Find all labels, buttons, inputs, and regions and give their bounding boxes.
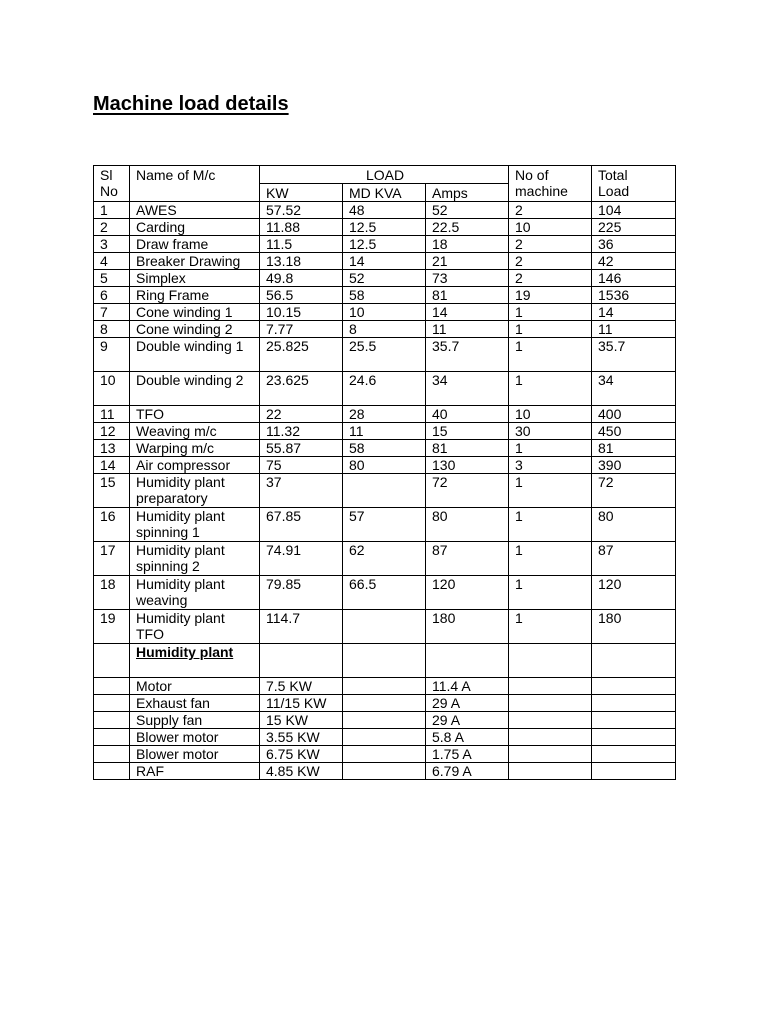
cell-mdkva: 24.6	[343, 372, 426, 406]
cell-sl: 14	[94, 457, 130, 474]
header-machine-name-text: Name of M/c	[136, 167, 216, 183]
cell-count: 30	[509, 423, 592, 440]
cell-count: 2	[509, 236, 592, 253]
cell-name: TFO	[130, 406, 260, 423]
table-row	[94, 236, 676, 253]
table-cell	[343, 644, 426, 678]
table-cell	[94, 695, 130, 712]
humidity-cell-kw: 3.55 KW	[260, 729, 343, 746]
table-row	[94, 270, 676, 287]
table-row	[94, 406, 676, 423]
machine-load-table	[93, 165, 676, 780]
cell-kw: 37	[260, 474, 343, 508]
header-machine-name	[130, 166, 260, 202]
table-cell	[592, 644, 676, 678]
cell-sl: 13	[94, 440, 130, 457]
header-load-group	[260, 166, 509, 184]
humidity-row	[94, 746, 676, 763]
table-cell	[592, 712, 676, 729]
humidity-cell-kw: 15 KW	[260, 712, 343, 729]
cell-name: Carding	[130, 219, 260, 236]
cell-amps: 15	[426, 423, 509, 440]
cell-amps: 130	[426, 457, 509, 474]
humidity-cell-name: Exhaust fan	[130, 695, 260, 712]
cell-name: Warping m/c	[130, 440, 260, 457]
humidity-row	[94, 729, 676, 746]
humidity-cell-name: RAF	[130, 763, 260, 780]
table-row	[94, 304, 676, 321]
cell-kw: 79.85	[260, 576, 343, 610]
cell-amps: 18	[426, 236, 509, 253]
cell-mdkva: 80	[343, 457, 426, 474]
cell-mdkva: 10	[343, 304, 426, 321]
table-row	[94, 440, 676, 457]
table-cell	[509, 644, 592, 678]
page-title: Machine load details	[93, 93, 289, 115]
cell-count: 2	[509, 270, 592, 287]
cell-name: Draw frame	[130, 236, 260, 253]
header-kw	[260, 184, 343, 202]
cell-amps: 35.7	[426, 338, 509, 372]
cell-sl: 4	[94, 253, 130, 270]
humidity-row	[94, 763, 676, 780]
cell-mdkva: 52	[343, 270, 426, 287]
cell-total: 34	[592, 372, 676, 406]
humidity-cell-name: Motor	[130, 678, 260, 695]
table-row	[94, 576, 676, 610]
cell-total: 120	[592, 576, 676, 610]
cell-total: 36	[592, 236, 676, 253]
cell-sl: 11	[94, 406, 130, 423]
table-cell	[509, 746, 592, 763]
cell-amps: 40	[426, 406, 509, 423]
cell-kw: 23.625	[260, 372, 343, 406]
cell-count: 1	[509, 338, 592, 372]
cell-total: 180	[592, 610, 676, 644]
cell-sl: 2	[94, 219, 130, 236]
cell-kw: 56.5	[260, 287, 343, 304]
table-cell	[343, 678, 426, 695]
cell-count: 1	[509, 440, 592, 457]
cell-kw: 49.8	[260, 270, 343, 287]
humidity-cell-amps: 29 A	[426, 712, 509, 729]
cell-total: 81	[592, 440, 676, 457]
cell-mdkva: 14	[343, 253, 426, 270]
cell-mdkva: 25.5	[343, 338, 426, 372]
header-no-of-machine-text: No of machine	[515, 167, 568, 199]
humidity-cell-name: Blower motor	[130, 746, 260, 763]
table-row	[94, 542, 676, 576]
cell-name: Ring Frame	[130, 287, 260, 304]
cell-count: 1	[509, 576, 592, 610]
header-amps	[426, 184, 509, 202]
header-total-load	[592, 166, 676, 202]
cell-amps: 11	[426, 321, 509, 338]
table-cell	[343, 729, 426, 746]
cell-name: Cone winding 1	[130, 304, 260, 321]
cell-count: 3	[509, 457, 592, 474]
humidity-row	[94, 678, 676, 695]
cell-sl: 8	[94, 321, 130, 338]
cell-count: 10	[509, 406, 592, 423]
table-cell	[509, 729, 592, 746]
cell-name: Humidity plant spinning 1	[130, 508, 260, 542]
table-row	[94, 321, 676, 338]
table-row	[94, 253, 676, 270]
table-row	[94, 508, 676, 542]
cell-sl: 17	[94, 542, 130, 576]
cell-count: 1	[509, 474, 592, 508]
humidity-cell-kw: 7.5 KW	[260, 678, 343, 695]
cell-amps: 34	[426, 372, 509, 406]
cell-amps: 87	[426, 542, 509, 576]
cell-amps: 73	[426, 270, 509, 287]
header-row-top	[94, 166, 676, 184]
cell-sl: 9	[94, 338, 130, 372]
header-sl-no-text: Sl No	[100, 167, 118, 199]
cell-total: 87	[592, 542, 676, 576]
cell-count: 1	[509, 508, 592, 542]
cell-sl: 1	[94, 202, 130, 219]
cell-total: 400	[592, 406, 676, 423]
cell-name: Weaving m/c	[130, 423, 260, 440]
cell-kw: 114.7	[260, 610, 343, 644]
header-load-text: LOAD	[365, 167, 405, 183]
cell-mdkva: 58	[343, 440, 426, 457]
table-row	[94, 287, 676, 304]
cell-total: 80	[592, 508, 676, 542]
cell-kw: 11.88	[260, 219, 343, 236]
cell-amps: 52	[426, 202, 509, 219]
table-cell	[94, 678, 130, 695]
cell-name: Humidity plant spinning 2	[130, 542, 260, 576]
cell-count: 1	[509, 304, 592, 321]
cell-mdkva: 28	[343, 406, 426, 423]
humidity-cell-name: Supply fan	[130, 712, 260, 729]
table-row	[94, 219, 676, 236]
table-cell	[592, 729, 676, 746]
humidity-cell-amps: 5.8 A	[426, 729, 509, 746]
cell-total: 14	[592, 304, 676, 321]
cell-count: 19	[509, 287, 592, 304]
cell-sl: 5	[94, 270, 130, 287]
cell-count: 2	[509, 202, 592, 219]
humidity-cell-kw: 11/15 KW	[260, 695, 343, 712]
cell-name: AWES	[130, 202, 260, 219]
humidity-cell-name: Blower motor	[130, 729, 260, 746]
table-cell	[343, 712, 426, 729]
cell-kw: 57.52	[260, 202, 343, 219]
cell-sl: 18	[94, 576, 130, 610]
humidity-cell-amps: 11.4 A	[426, 678, 509, 695]
cell-kw: 11.5	[260, 236, 343, 253]
cell-name: Breaker Drawing	[130, 253, 260, 270]
cell-name: Air compressor	[130, 457, 260, 474]
cell-count: 1	[509, 542, 592, 576]
cell-mdkva: 11	[343, 423, 426, 440]
cell-name: Humidity plant weaving	[130, 576, 260, 610]
humidity-row	[94, 695, 676, 712]
cell-total: 72	[592, 474, 676, 508]
humidity-cell-kw: 4.85 KW	[260, 763, 343, 780]
cell-mdkva: 58	[343, 287, 426, 304]
cell-count: 2	[509, 253, 592, 270]
cell-total: 450	[592, 423, 676, 440]
cell-mdkva: 8	[343, 321, 426, 338]
header-kw-text: KW	[266, 185, 289, 201]
header-no-of-machine	[509, 166, 592, 202]
table-cell	[94, 746, 130, 763]
cell-kw: 22	[260, 406, 343, 423]
cell-name: Double winding 1	[130, 338, 260, 372]
table-cell	[343, 746, 426, 763]
humidity-cell-amps: 6.79 A	[426, 763, 509, 780]
table-row	[94, 610, 676, 644]
cell-amps: 72	[426, 474, 509, 508]
cell-sl: 16	[94, 508, 130, 542]
cell-total: 11	[592, 321, 676, 338]
table-row	[94, 338, 676, 372]
table-cell	[343, 763, 426, 780]
cell-kw: 74.91	[260, 542, 343, 576]
cell-mdkva	[343, 610, 426, 644]
table-cell	[94, 763, 130, 780]
header-total-load-text: Total Load	[598, 167, 630, 199]
cell-sl: 10	[94, 372, 130, 406]
table-cell	[509, 763, 592, 780]
header-md-kva	[343, 184, 426, 202]
cell-total: 104	[592, 202, 676, 219]
table-cell	[592, 695, 676, 712]
cell-count: 1	[509, 610, 592, 644]
cell-total: 1536	[592, 287, 676, 304]
table-cell	[592, 763, 676, 780]
cell-amps: 81	[426, 440, 509, 457]
humidity-cell-kw: 6.75 KW	[260, 746, 343, 763]
cell-kw: 11.32	[260, 423, 343, 440]
cell-kw: 7.77	[260, 321, 343, 338]
cell-total: 42	[592, 253, 676, 270]
cell-kw: 25.825	[260, 338, 343, 372]
table-cell	[94, 712, 130, 729]
cell-sl: 3	[94, 236, 130, 253]
humidity-section-title-cell	[130, 644, 260, 678]
header-md-kva-text: MD KVA	[349, 185, 402, 201]
cell-sl: 12	[94, 423, 130, 440]
cell-mdkva: 66.5	[343, 576, 426, 610]
cell-mdkva: 12.5	[343, 236, 426, 253]
humidity-plant-section	[94, 644, 676, 780]
table-row	[94, 423, 676, 440]
table-cell	[94, 644, 130, 678]
cell-count: 1	[509, 372, 592, 406]
cell-amps: 180	[426, 610, 509, 644]
cell-total: 35.7	[592, 338, 676, 372]
cell-amps: 14	[426, 304, 509, 321]
cell-name: Simplex	[130, 270, 260, 287]
cell-sl: 7	[94, 304, 130, 321]
table-cell	[509, 712, 592, 729]
cell-name: Humidity plant TFO	[130, 610, 260, 644]
cell-total: 146	[592, 270, 676, 287]
table-row	[94, 202, 676, 219]
table-row	[94, 474, 676, 508]
table-row	[94, 372, 676, 406]
cell-mdkva	[343, 474, 426, 508]
cell-mdkva: 48	[343, 202, 426, 219]
table-cell	[94, 729, 130, 746]
humidity-section-title: Humidity plant	[136, 644, 234, 660]
cell-total: 225	[592, 219, 676, 236]
cell-kw: 75	[260, 457, 343, 474]
cell-sl: 6	[94, 287, 130, 304]
table-row	[94, 457, 676, 474]
cell-sl: 15	[94, 474, 130, 508]
humidity-section-header-row	[94, 644, 676, 678]
cell-count: 10	[509, 219, 592, 236]
table-cell	[509, 695, 592, 712]
cell-mdkva: 62	[343, 542, 426, 576]
cell-amps: 21	[426, 253, 509, 270]
table-cell	[260, 644, 343, 678]
humidity-row	[94, 712, 676, 729]
table-cell	[426, 644, 509, 678]
cell-amps: 22.5	[426, 219, 509, 236]
cell-amps: 120	[426, 576, 509, 610]
table-cell	[509, 678, 592, 695]
table-cell	[592, 678, 676, 695]
cell-amps: 80	[426, 508, 509, 542]
table-cell	[343, 695, 426, 712]
header-sl-no	[94, 166, 130, 202]
cell-amps: 81	[426, 287, 509, 304]
cell-kw: 67.85	[260, 508, 343, 542]
header-amps-text: Amps	[432, 185, 468, 201]
cell-name: Humidity plant preparatory	[130, 474, 260, 508]
cell-kw: 13.18	[260, 253, 343, 270]
cell-mdkva: 57	[343, 508, 426, 542]
cell-mdkva: 12.5	[343, 219, 426, 236]
machine-rows	[94, 202, 676, 644]
cell-count: 1	[509, 321, 592, 338]
cell-kw: 10.15	[260, 304, 343, 321]
cell-kw: 55.87	[260, 440, 343, 457]
cell-name: Double winding 2	[130, 372, 260, 406]
cell-sl: 19	[94, 610, 130, 644]
humidity-cell-amps: 1.75 A	[426, 746, 509, 763]
humidity-cell-amps: 29 A	[426, 695, 509, 712]
cell-total: 390	[592, 457, 676, 474]
table-cell	[592, 746, 676, 763]
cell-name: Cone winding 2	[130, 321, 260, 338]
